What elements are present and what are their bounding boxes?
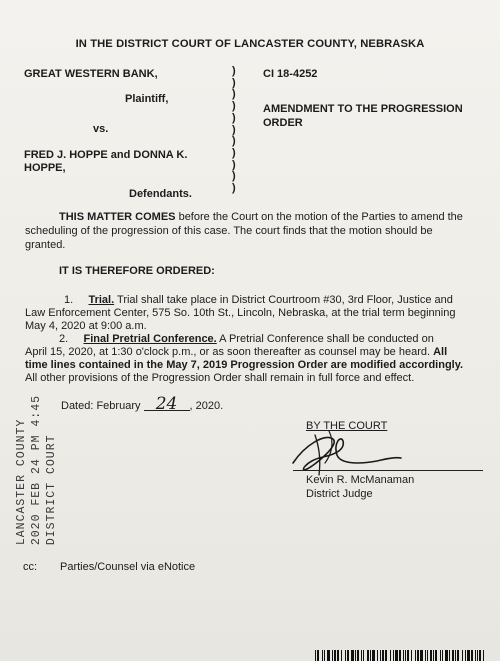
- barcode-bar: [351, 650, 354, 661]
- versus-label: vs.: [93, 123, 109, 135]
- intro-lead: THIS MATTER COMES: [59, 211, 176, 223]
- item2-text2: April 15, 2020, at 1:30 o'clock p.m., or as soon thereafter as counsel may be heard.: [25, 346, 434, 358]
- intro-line3: granted.: [25, 239, 66, 251]
- item2-text2-bold: All: [433, 346, 448, 358]
- item1-text1: Trial shall take place in District Courtroom #30, 3rd Floor, Justice and: [114, 294, 453, 306]
- caption-parentheses: ) ) ) ) ) ) ) ) ) ) ): [232, 65, 236, 195]
- judge-name: Kevin R. McManaman: [306, 474, 415, 486]
- barcode-bar: [471, 650, 473, 661]
- barcode-bar: [483, 650, 484, 661]
- barcode-bar: [420, 650, 423, 661]
- barcode-bar: [407, 650, 409, 661]
- intro-rest: before the Court on the motion of the Parties to amend the: [175, 211, 463, 223]
- barcode-bar: [430, 650, 432, 661]
- barcode-bar: [332, 650, 333, 661]
- dated-prefix: Dated: February: [61, 400, 141, 412]
- cc-recipients: Parties/Counsel via eNotice: [60, 561, 196, 573]
- barcode-bar: [372, 650, 375, 661]
- barcode-bar: [427, 650, 428, 661]
- court-heading: IN THE DISTRICT COURT OF LANCASTER COUNTY, NEBRASKA: [75, 38, 425, 50]
- item2-line4: All other provisions of the Progression Order shall remain in full force and effect.: [25, 372, 415, 384]
- barcode-bar: [361, 650, 362, 661]
- item2-line3: time lines contained in the May 7, 2019 Progression Order are modified accordingly.: [25, 359, 464, 371]
- item2-number: 2.: [59, 333, 69, 345]
- barcode-bar: [425, 650, 426, 661]
- barcode-bar: [363, 650, 364, 661]
- barcode-bar: [390, 650, 391, 661]
- barcode-bar: [355, 650, 356, 661]
- case-number: CI 18-4252: [263, 68, 318, 80]
- stamp-court: DISTRICT COURT: [45, 434, 58, 546]
- barcode-bar: [403, 650, 404, 661]
- barcode-bar: [399, 650, 401, 661]
- item1-line2: Law Enforcement Center, 575 So. 10th St., Lincoln, Nebraska, at the trial term beginning: [25, 307, 456, 319]
- barcode-bar: [385, 650, 387, 661]
- intro-line2: scheduling of the progression of this case. The court finds that the motion should be: [25, 225, 433, 237]
- item1-line3: May 4, 2020 at 9:00 a.m.: [25, 320, 147, 332]
- ordered-heading: IT IS THEREFORE ORDERED:: [59, 265, 215, 277]
- barcode-bar: [479, 650, 481, 661]
- barcode-bar: [442, 650, 443, 661]
- barcode-bar: [452, 650, 454, 661]
- judge-title: District Judge: [306, 488, 373, 500]
- defendants-name-line2: HOPPE,: [24, 162, 66, 174]
- barcode-bar: [345, 650, 346, 661]
- dated-day-handwritten: 24: [144, 398, 190, 411]
- intro-line1: [59, 210, 463, 224]
- dated-year: , 2020.: [189, 400, 224, 412]
- stamp-date-time: 2020 FEB 24 PM 4:45: [30, 395, 43, 546]
- barcode-bar: [433, 650, 434, 661]
- barcode-bar: [445, 650, 448, 661]
- barcode-bar: [405, 650, 406, 661]
- signature-line: [293, 470, 483, 471]
- barcode-bar: [455, 650, 456, 661]
- item2-title: Final Pretrial Conference.: [83, 333, 217, 345]
- plaintiff-role: Plaintiff,: [125, 93, 169, 105]
- barcode-bar: [417, 650, 419, 661]
- barcode-bar: [327, 650, 330, 661]
- barcode-bar: [411, 650, 412, 661]
- barcode-bar: [341, 650, 342, 661]
- judge-signature: [285, 425, 405, 480]
- barcode-bar: [334, 650, 336, 661]
- item1-number: 1.: [64, 294, 74, 306]
- item2-line2: [25, 345, 447, 359]
- barcode-bar: [475, 650, 476, 661]
- cc-label: cc:: [23, 561, 38, 573]
- item1-line1: [64, 293, 453, 307]
- item2-text1: A Pretrial Conference shall be conducted on: [216, 333, 434, 345]
- dated-line: [61, 394, 224, 414]
- barcode-bar: [465, 650, 466, 661]
- barcode-bar: [382, 650, 384, 661]
- barcode-bar: [347, 650, 349, 661]
- barcode-bar: [337, 650, 339, 661]
- plaintiff-name: GREAT WESTERN BANK,: [24, 68, 158, 80]
- barcode-bar: [462, 650, 463, 661]
- barcode-bar: [377, 650, 378, 661]
- item1-title: Trial.: [88, 294, 115, 306]
- barcode-bar: [449, 650, 450, 661]
- barcode-bar: [370, 650, 371, 661]
- by-the-court: BY THE COURT: [306, 420, 388, 432]
- barcode-bar: [393, 650, 394, 661]
- barcode-bar: [322, 650, 323, 661]
- barcode-bar: [357, 650, 359, 661]
- barcode-bar: [380, 650, 381, 661]
- item2-line1: [59, 332, 434, 346]
- barcode-bar: [395, 650, 398, 661]
- barcode-bar: [457, 650, 459, 661]
- barcode-bar: [477, 650, 478, 661]
- barcode-bar: [324, 650, 325, 661]
- barcode-bar: [315, 650, 316, 661]
- barcode-bar: [440, 650, 441, 661]
- barcode-bar: [367, 650, 369, 661]
- barcode-bar: [415, 650, 416, 661]
- defendants-role: Defendants.: [129, 188, 192, 200]
- defendants-name-line1: FRED J. HOPPE and DONNA K.: [24, 149, 188, 161]
- barcode: [315, 650, 500, 661]
- barcode-bar: [467, 650, 470, 661]
- document-title-line1: AMENDMENT TO THE PROGRESSION: [263, 103, 463, 115]
- barcode-bar: [435, 650, 437, 661]
- stamp-county: LANCASTER COUNTY: [15, 418, 28, 546]
- barcode-bar: [317, 650, 319, 661]
- document-title-line2: ORDER: [263, 117, 303, 129]
